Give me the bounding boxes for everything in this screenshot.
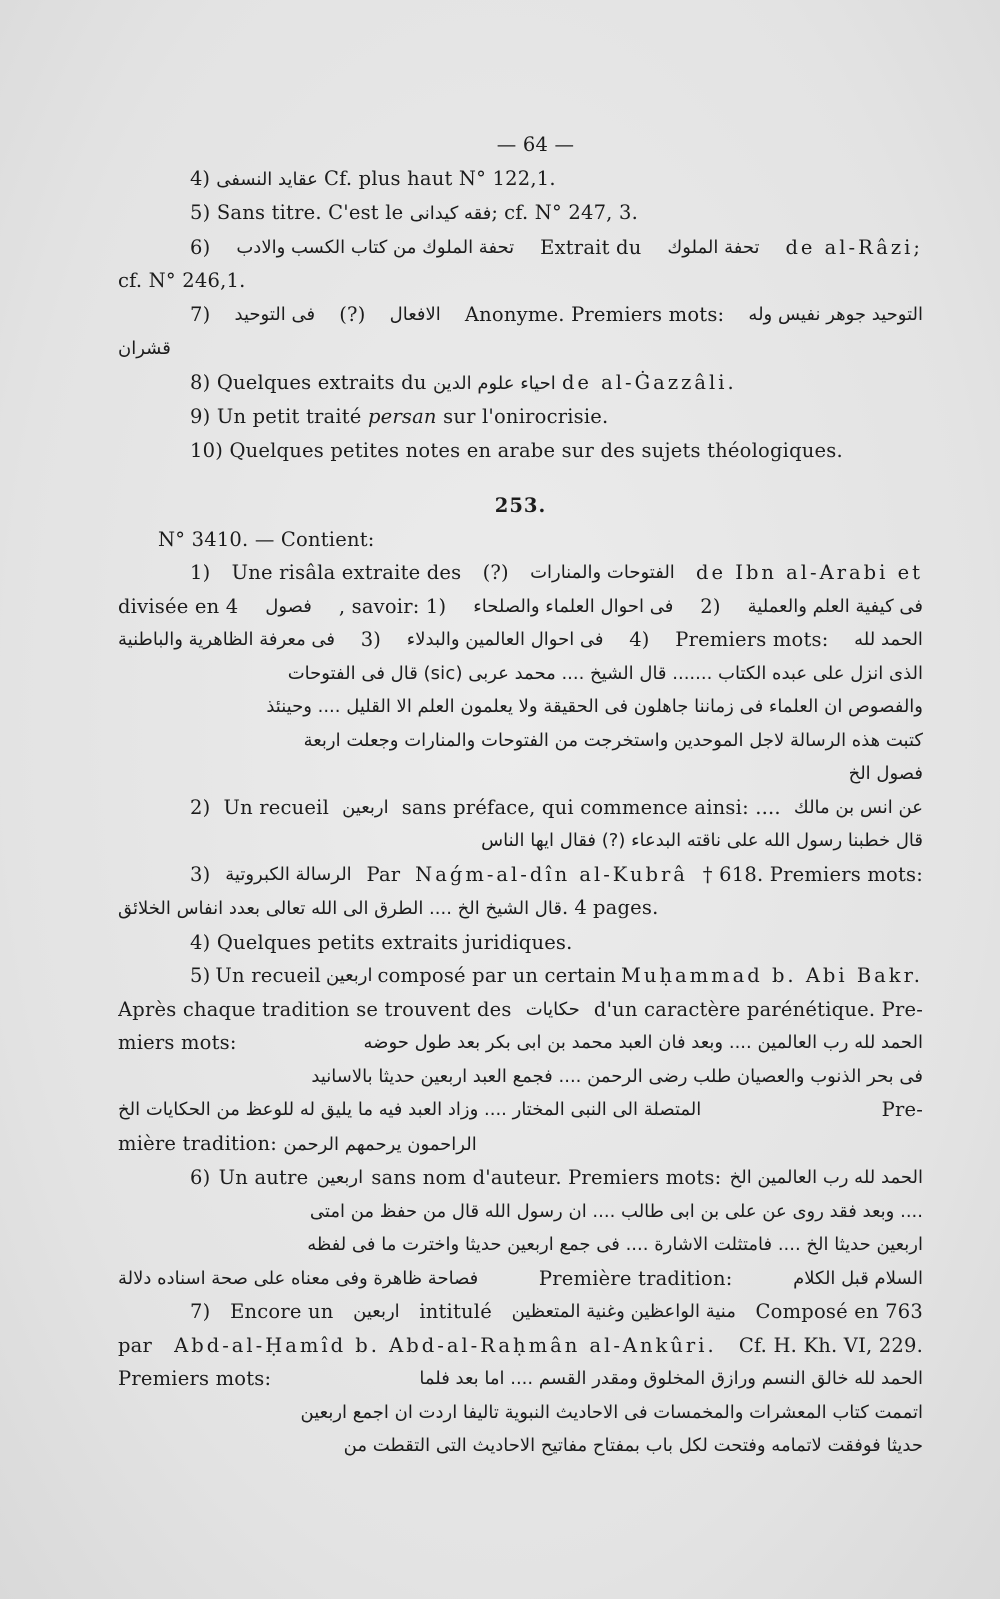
list-item: 7) فى التوحيد (?) الافعال Anonyme. Premiers mots: التوحيد جوهر نفيس وله (190, 302, 923, 326)
text-block (118, 128, 923, 1463)
list-item-continuation: par Abd-al-Ḥamîd b. Abd-al-Raḥmân al-Ankûri. Cf. H. Kh. VI, 229. (118, 1333, 923, 1357)
list-item: 4) Quelques petits extraits juridiques. (190, 930, 573, 954)
arabic-line: .... وبعد فقد روى عن على بن ابى طالب .... ان رسول الله قال من حفظ من امتى (309, 1200, 923, 1222)
list-item-continuation: divisée en 4 فصول , savoir: 1) فى احوال العلماء والصلحاء 2) فى كيفية العلم والعملية (118, 594, 923, 618)
list-item: 4) عقايد النسفى Cf. plus haut N° 122,1. (190, 166, 556, 190)
list-item-continuation: Premiers mots: الحمد لله خالق النسم ورازق المخلوق ومقدر القسم .... اما بعد فلما (118, 1367, 923, 1390)
arabic-line: فى بحر الذنوب والعصيان طلب رضى الرحمن .... فجمع العبد اربعين حديثا بالاسانيد (311, 1065, 923, 1087)
list-item: 6) تحفة الملوك من كتاب الكسب والادب Extrait du تحفة الملوك de al-Râzi; (190, 235, 923, 259)
list-item-continuation: mière tradition: الراحمون يرحمهم الرحمن (118, 1131, 477, 1155)
list-item: 6) Un autre اربعين sans nom d'auteur. Premiers mots: الحمد لله رب العالمين الخ (190, 1166, 923, 1189)
list-item: 5) Sans titre. C'est le فقه كيدانى; cf. N° 247, 3. (190, 201, 638, 224)
list-item: 3) الرسالة الكبروتية Par Naǵm-al-dîn al-Kubrâ † 618. Premiers mots: (190, 862, 923, 886)
page-number: — 64 — (496, 133, 575, 156)
manuscript-heading: N° 3410. — Contient: (158, 527, 375, 551)
arabic-line: كتبت هذه الرسالة لاجل الموحدين واستخرجت من الفتوحات والمنارات وجعلت اربعة (303, 729, 923, 751)
section-number: 253. (494, 494, 547, 517)
list-item: 9) Un petit traité persan sur l'onirocrisie. (190, 405, 609, 428)
list-item: 7) Encore un اربعين intitulé منية الواعظين وغنية المتعظين Composé en 763 (190, 1300, 923, 1323)
list-item-continuation: قال الشيخ الخ .... الطرق الى الله تعالى بعدد انفاس الخلائق. 4 pages. (118, 896, 659, 919)
arabic-line: اتممت كتاب المعشرات والمخمسات فى الاحاديث النبوية تاليفا اردت ان اجمع اربعين (300, 1401, 923, 1423)
list-item-continuation: قشران (118, 338, 171, 359)
arabic-line: حديثا فوفقت لاتمامه وفتحت لكل باب بمفتاح مفاتيح الاحاديث التى التقطت من (343, 1435, 923, 1456)
list-item-continuation: فى معرفة الظاهرية والباطنية 3) فى احوال العالمين والبدلاء 4) Premiers mots: الحمد لله (118, 628, 923, 651)
arabic-line: والفصوص ان العلماء فى زماننا جاهلون فى الحقيقة ولا يعلمون العلم الا القليل .... وحينئذ (266, 696, 923, 717)
list-item-continuation: cf. N° 246,1. (118, 269, 246, 292)
arabic-line: اربعين حديثا الخ .... فامتثلت الاشارة .... فى جمع اربعين حديثا واخترت ما فى لفظه (307, 1234, 923, 1255)
list-item: 10) Quelques petites notes en arabe sur des sujets théologiques. (190, 438, 843, 462)
list-item-continuation: miers mots: الحمد لله رب العالمين .... وبعد فان العبد محمد بن ابى بكر بعد طول حوضه (118, 1031, 923, 1054)
list-item: 5) Un recueil اربعين composé par un certain Muḥammad b. Abi Bakr. (190, 964, 923, 987)
list-item: 8) Quelques extraits du احياء علوم الدين de al-Ġazzâli. (190, 370, 737, 394)
list-item-continuation: المتصلة الى النبى المختار .... وزاد العبد فيه ما يليق له للوعظ من الحكايات الخ Pre- (118, 1098, 923, 1121)
arabic-line: قال خطبنا رسول الله على ناقته البدعاء (?) فقال ايها الناس (481, 830, 923, 851)
list-item-continuation: فصاحة ظاهرة وفى معناه على صحة اسناده دلالة Première tradition: السلام قبل الكلام (118, 1266, 923, 1290)
list-item: 2) Un recueil اربعين sans préface, qui commence ainsi: .... عن انس بن مالك (190, 795, 923, 819)
arabic-line: فصول الخ (848, 763, 923, 784)
list-item: 1) Une risâla extraite des (?) الفتوحات والمنارات de Ibn al-Arabi et (190, 561, 923, 584)
list-item-continuation: Après chaque tradition se trouvent des حكايات d'un caractère parénétique. Pre- (118, 997, 923, 1021)
arabic-line: الذى انزل على عبده الكتاب ....... قال الشيخ .... محمد عربى (sic) قال فى الفتوحات (287, 662, 923, 684)
